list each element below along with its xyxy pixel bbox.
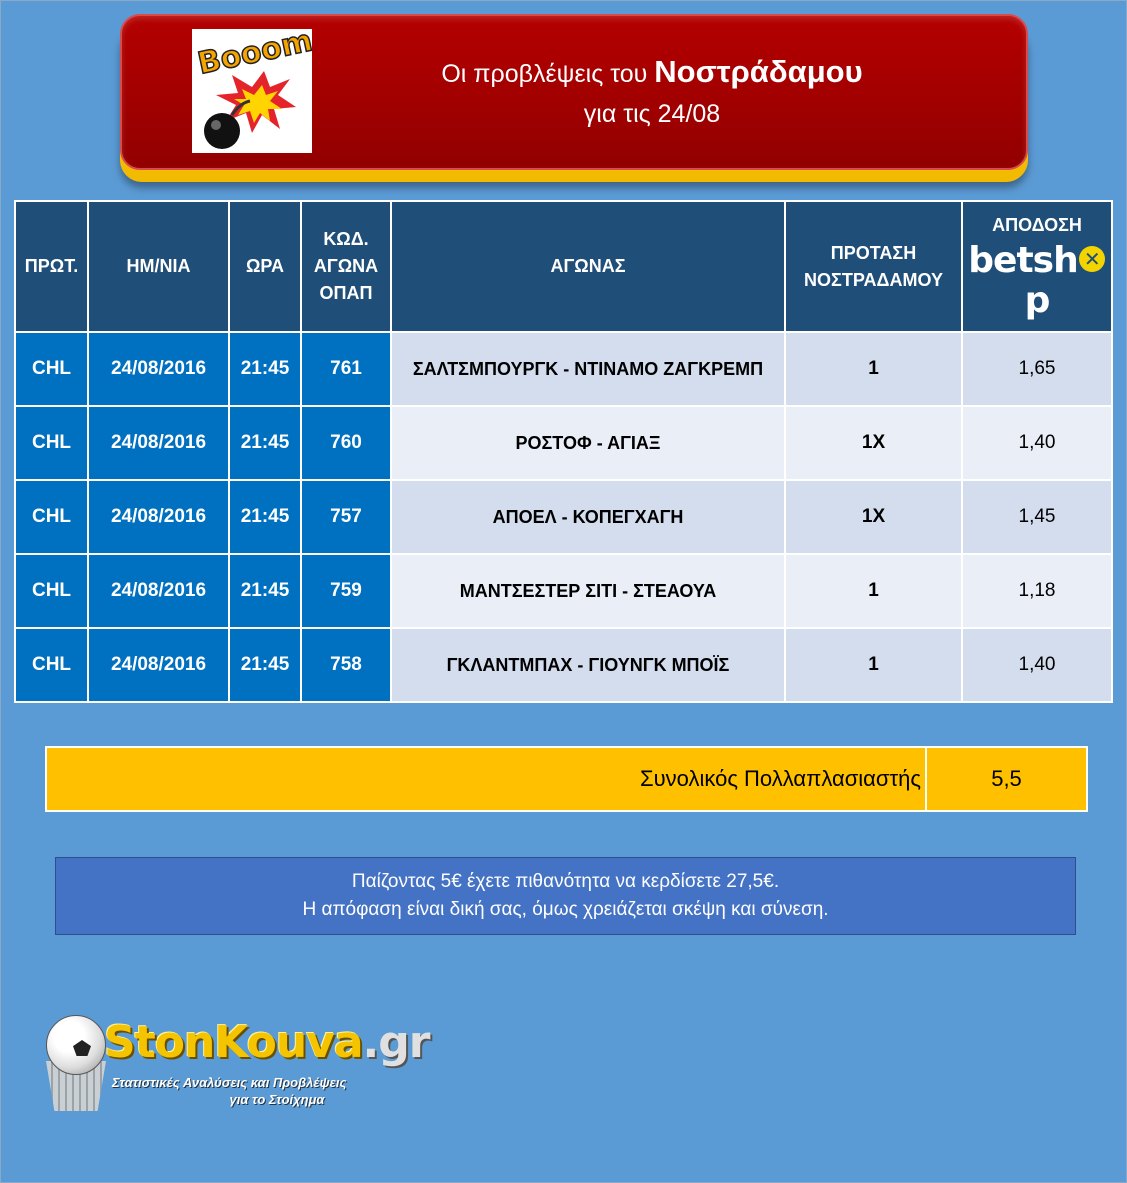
cell-pick: 1X	[785, 406, 962, 480]
cell-match: ΡΟΣΤΟΦ - ΑΓΙΑΞ	[391, 406, 785, 480]
multiplier-value: 5,5	[991, 766, 1022, 791]
cell-match: ΜΑΝΤΣΕΣΤΕΡ ΣΙΤΙ - ΣΤΕΑΟΥΑ	[391, 554, 785, 628]
cell-odds: 1,18	[962, 554, 1112, 628]
info-line1: Παίζοντας 5€ έχετε πιθανότητα να κερδίσετε 27,5€.	[351, 871, 780, 892]
brand-name	[104, 1017, 429, 1068]
cell-code: 760	[301, 406, 391, 480]
cell-league: CHL	[15, 628, 88, 702]
cell-league: CHL	[15, 332, 88, 406]
cell-pick: 1	[785, 554, 962, 628]
total-multiplier-bar	[45, 746, 1088, 812]
betshop-logo-part2: p	[1024, 280, 1050, 321]
predictions-table	[14, 200, 1113, 703]
cell-code: 759	[301, 554, 391, 628]
table-row	[15, 554, 1112, 628]
info-box	[55, 857, 1076, 935]
cell-match: ΑΠΟΕΛ - ΚΟΠΕΓΧΑΓΗ	[391, 480, 785, 554]
header-date: ΗΜ/ΝΙΑ	[88, 201, 229, 332]
cell-code: 761	[301, 332, 391, 406]
cell-date: 24/08/2016	[88, 480, 229, 554]
table-header-row	[15, 201, 1112, 332]
cell-code: 757	[301, 480, 391, 554]
cell-date: 24/08/2016	[88, 332, 229, 406]
header-code-line2: ΑΓΩΝΑ	[313, 256, 379, 276]
svg-text:Booom: Booom	[194, 29, 312, 82]
header-pick	[785, 201, 962, 332]
title-prefix: Οι προβλέψεις του	[441, 60, 648, 88]
brand-tld: .gr	[362, 1017, 430, 1068]
header-time: ΩΡΑ	[229, 201, 301, 332]
header-odds	[962, 201, 1112, 332]
stonkouva-logo	[40, 1015, 440, 1125]
cell-code: 758	[301, 628, 391, 702]
betshop-logo	[963, 241, 1111, 321]
header-match: ΑΓΩΝΑΣ	[391, 201, 785, 332]
table-row	[15, 480, 1112, 554]
cell-league: CHL	[15, 406, 88, 480]
table-row	[15, 332, 1112, 406]
page-title	[372, 54, 932, 90]
booom-logo	[192, 29, 312, 153]
cell-time: 21:45	[229, 480, 301, 554]
banner-body	[120, 14, 1028, 170]
table-row	[15, 406, 1112, 480]
cell-match: ΣΑΛΤΣΜΠΟΥΡΓΚ - ΝΤΙΝΑΜΟ ΖΑΓΚΡΕΜΠ	[391, 332, 785, 406]
soccer-ball-icon	[46, 1015, 106, 1075]
cell-date: 24/08/2016	[88, 628, 229, 702]
header-code-line3: ΟΠΑΠ	[319, 283, 373, 303]
cell-league: CHL	[15, 480, 88, 554]
title-name: Νοστράδαμου	[654, 54, 863, 89]
cell-date: 24/08/2016	[88, 554, 229, 628]
cell-time: 21:45	[229, 628, 301, 702]
cell-odds: 1,40	[962, 406, 1112, 480]
info-line2: Η απόφαση είναι δική σας, όμως χρειάζεται σκέψη και σύνεση.	[302, 899, 829, 920]
cell-pick: 1	[785, 332, 962, 406]
cell-time: 21:45	[229, 554, 301, 628]
cell-odds: 1,65	[962, 332, 1112, 406]
header-pick-line2: ΝΟΣΤΡΑΔΑΜΟΥ	[804, 269, 943, 290]
cell-pick: 1X	[785, 480, 962, 554]
header-banner	[120, 14, 1028, 182]
cell-league: CHL	[15, 554, 88, 628]
cell-pick: 1	[785, 628, 962, 702]
cell-time: 21:45	[229, 332, 301, 406]
header-league: ΠΡΩΤ.	[15, 201, 88, 332]
table-row	[15, 628, 1112, 702]
header-code-line1: ΚΩΔ.	[323, 229, 369, 249]
brand-tagline-1: Στατιστικές Αναλύσεις και Προβλέψεις	[112, 1075, 347, 1090]
cell-date: 24/08/2016	[88, 406, 229, 480]
betshop-logo-part1: betsh	[968, 240, 1078, 281]
booom-logo-icon	[192, 29, 312, 153]
cell-odds: 1,40	[962, 628, 1112, 702]
page-subtitle: για τις 24/08	[583, 100, 721, 128]
cell-odds: 1,45	[962, 480, 1112, 554]
header-pick-line1: ΠΡΟΤΑΣΗ	[830, 242, 917, 263]
cell-match: ΓΚΛΑΝΤΜΠΑΧ - ΓΙΟΥΝΓΚ ΜΠΟΪΣ	[391, 628, 785, 702]
multiplier-label: Συνολικός Πολλαπλασιαστής	[640, 766, 921, 791]
brand-main: StonKouva	[104, 1017, 363, 1068]
header-odds-line1: ΑΠΟΔΟΣΗ	[992, 215, 1082, 235]
brand-tagline-2: για το Στοίχημα	[229, 1092, 325, 1107]
cell-time: 21:45	[229, 406, 301, 480]
header-code	[301, 201, 391, 332]
betshop-x-icon: ✕	[1079, 246, 1105, 272]
